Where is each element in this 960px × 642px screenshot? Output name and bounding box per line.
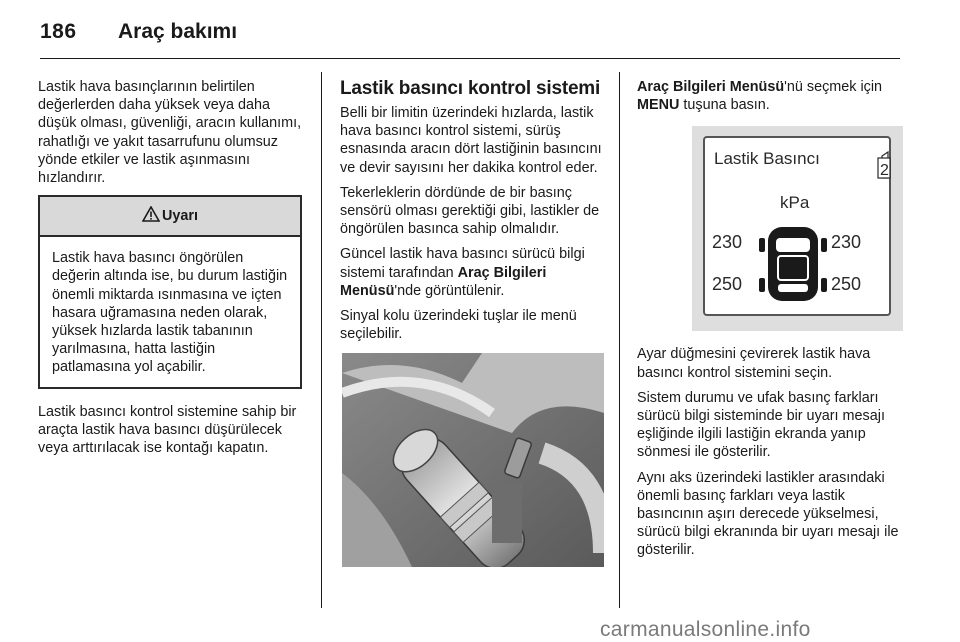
- tire-pressure-display: [692, 126, 903, 331]
- pressure-unit: kPa: [780, 193, 810, 213]
- rear-left-pressure: 250: [712, 274, 743, 295]
- column-divider-2: [619, 72, 620, 608]
- turn-signal-lever-photo: [342, 353, 604, 567]
- watermark: carmanualsonline.info: [600, 618, 811, 641]
- warning-triangle-icon: [142, 206, 160, 227]
- display-paragraph: Güncel lastik hava basıncı sürücü bilgi sistemi tarafından Araç Bilgileri Menüsü'nde görüntülenir.: [340, 246, 585, 299]
- lever-paragraph: Sinyal kolu üzerindeki tuşlar ile menü seçilebilir.: [340, 308, 577, 343]
- menu-button-term: MENU: [637, 97, 680, 114]
- display-title: Lastik Basıncı: [714, 149, 820, 169]
- front-left-pressure: 230: [712, 232, 743, 253]
- vehicle-info-menu-term: Araç Bilgileri Menüsü: [340, 264, 547, 299]
- column-1: [38, 78, 304, 464]
- page-indicator-icon: [878, 152, 890, 179]
- warning-title: Uyarı: [162, 208, 198, 225]
- page-header: [40, 14, 900, 54]
- adjust-knob-paragraph: Ayar düğmesini çevirerek lastik hava basıncı kontrol sistemini seçin.: [637, 346, 871, 381]
- rear-right-pressure: 250: [831, 274, 862, 295]
- warning-body: Lastik hava basıncı öngörülen değerin altında ise, bu durum lastiğin önemli miktarda ısınmasına ve içten hasara uğramasına neden olarak, yüksek hızlarda lastik tabanının yarılmasına, hatta lastiğin patlamasına yol açabilir.: [52, 250, 288, 376]
- tpms-description: Belli bir limitin üzerindeki hızlarda, lastik hava basıncı kontrol sistemi, sürüş esnasında aracın dört lastiğinin basıncını ve devir sayısını her dakika kontrol eder.: [340, 105, 602, 176]
- ignition-paragraph: Lastik basıncı kontrol sistemine sahip bir araçta lastik hava basıncı düşürülecek veya arttırılacak ise kontağı kapatın.: [38, 403, 297, 457]
- menu-instruction: Araç Bilgileri Menüsü'nü seçmek için MENU tuşuna basın.: [637, 79, 883, 114]
- header-rule: [40, 58, 900, 59]
- column-2: [340, 78, 604, 567]
- page-number: 186: [40, 20, 77, 43]
- warning-header: [40, 197, 300, 237]
- column-divider-1: [321, 72, 322, 608]
- system-status-paragraph: Sistem durumu ve ufak basınç farkları sürücü bilgi sisteminde bir uyarı mesajı eşliğinde ilgili lastiğin ekranda yanıp sönmesi ile gösterilir.: [637, 389, 885, 461]
- front-right-pressure: 230: [831, 232, 862, 253]
- intro-paragraph: Lastik hava basınçlarının belirtilen değerlerden daha yüksek veya daha düşük olması, güvenliği, aracın kullanımı, rahatlığı ve yakıt tasarrufunu olumsuz yönde etkiler ve lastik aşınmasını hızlandırır.: [38, 79, 302, 187]
- column-3: [637, 78, 903, 567]
- car-top-view-icon: [759, 227, 827, 301]
- vehicle-info-menu-term: Araç Bilgileri Menüsü: [637, 79, 785, 95]
- section-heading: Lastik basıncı kontrol sistemi: [340, 78, 601, 99]
- axle-difference-paragraph: Aynı aks üzerindeki lastikler arasındaki önemli basınç farkları veya lastik basıncının aşırı derecede yükselmesi, sürücü bilgi ekranında bir uyarı mesajı ile gösterilir.: [637, 469, 899, 559]
- page-indicator: 2: [880, 162, 889, 180]
- page-title: Araç bakımı: [118, 20, 238, 43]
- sensor-paragraph: Tekerleklerin dördünde de bir basınç sensörü olması gerektiği gibi, lastikler de öngörülen basınca sahip olmalıdır.: [340, 184, 600, 238]
- warning-box: [38, 195, 302, 388]
